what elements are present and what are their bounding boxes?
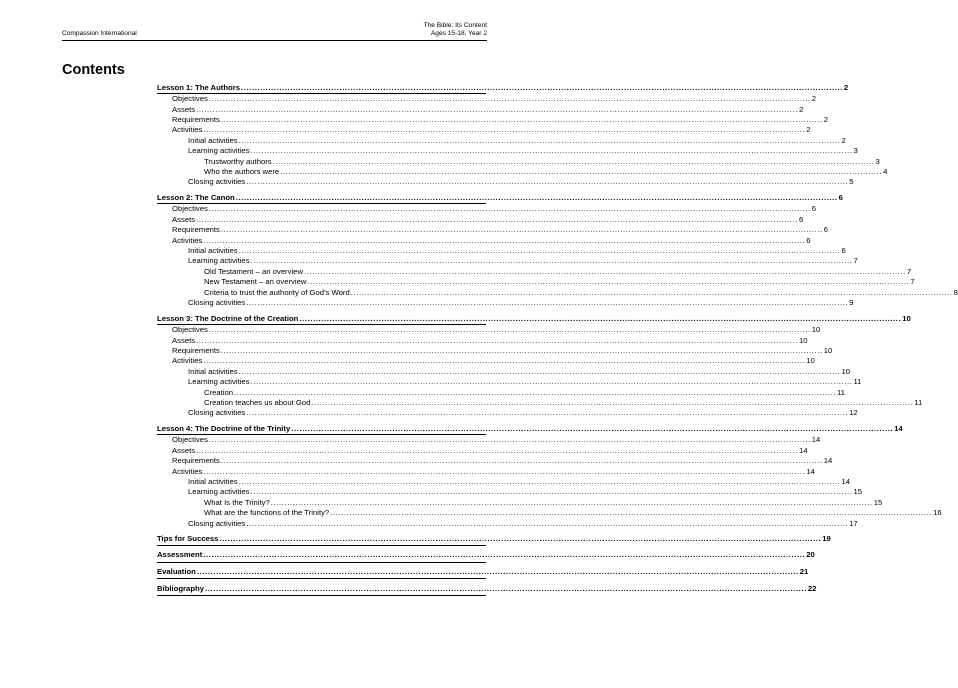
toc-entry-label: Creation teaches us about God [204, 397, 311, 407]
toc-entry[interactable] [157, 508, 942, 518]
toc-entry[interactable] [157, 225, 829, 235]
toc-dot-leader: ............................................................................................................................................................................................................................ [220, 456, 823, 466]
toc-entry-page-number: 11 [914, 397, 923, 407]
toc-dot-leader: ............................................................................................................................................................................................................................ [208, 325, 811, 335]
toc-entry[interactable] [157, 445, 808, 456]
toc-entry-page-number: 3 [853, 146, 858, 156]
header-document-title: The Bible: Its Content [423, 22, 487, 29]
toc-entry-page-number: 17 [849, 518, 858, 528]
toc-entry[interactable] [157, 477, 851, 487]
toc-entry[interactable] [157, 104, 804, 115]
toc-dot-leader: ............................................................................................................................................................................................................................ [208, 94, 811, 104]
toc-dot-leader: ............................................................................................................................................................................................................................ [204, 583, 807, 593]
toc-entry-label: Initial activities [188, 135, 238, 145]
toc-entry-label: Closing activities [188, 177, 246, 187]
toc-entry[interactable] [157, 397, 923, 408]
toc-entry[interactable] [157, 214, 804, 225]
toc-entry-label: What Is the Trinity? [204, 497, 270, 507]
toc-entry-label: Assets [172, 445, 196, 455]
toc-dot-leader: ............................................................................................................................................................................................................................ [238, 366, 841, 376]
page-title: Contents [62, 62, 125, 78]
toc-entry-label: Learning activities [188, 146, 250, 156]
toc-heading-entry[interactable] [157, 550, 815, 562]
toc-entry-label: Objectives [172, 94, 208, 104]
toc-dot-leader: ............................................................................................................................................................................................................................ [203, 550, 806, 560]
toc-dot-leader: ............................................................................................................................................................................................................................ [238, 477, 841, 487]
toc-dot-leader: ............................................................................................................................................................................................................................ [203, 356, 806, 366]
toc-dot-leader: ............................................................................................................................................................................................................................ [299, 313, 902, 323]
toc-entry[interactable] [157, 456, 833, 466]
toc-heading-entry[interactable] [157, 533, 831, 546]
toc-entry-label: Requirements [172, 225, 220, 235]
toc-dot-leader: ............................................................................................................................................................................................................................ [220, 345, 823, 355]
toc-dot-leader: ............................................................................................................................................................................................................................ [250, 146, 853, 156]
toc-entry-label: Activities [172, 356, 203, 366]
toc-entry[interactable] [157, 114, 829, 125]
toc-entry-label: Activities [172, 466, 203, 476]
toc-dot-leader: ............................................................................................................................................................................................................................ [246, 298, 849, 307]
toc-entry[interactable] [157, 466, 815, 477]
toc-entry-label: Objectives [172, 325, 208, 335]
page-header [62, 21, 487, 41]
toc-entry-page-number: 15 [853, 487, 862, 497]
toc-entry-page-number: 20 [806, 550, 815, 560]
toc-entry[interactable] [157, 356, 815, 366]
toc-entry[interactable] [157, 325, 821, 335]
toc-entry-page-number: 14 [823, 456, 833, 466]
toc-entry-label: Initial activities [188, 477, 238, 487]
toc-dot-leader: ............................................................................................................................................................................................................................ [311, 397, 914, 407]
toc-entry-label: Bibliography [157, 583, 204, 593]
toc-entry-label: Assessment [157, 550, 203, 560]
toc-entry-label: Learning activities [188, 256, 250, 266]
toc-entry-page-number: 6 [806, 235, 811, 245]
toc-entry[interactable] [157, 408, 858, 418]
toc-entry-label: Lesson 1: The Authors [157, 83, 241, 92]
toc-entry-label: Old Testament – an overview [204, 266, 303, 276]
header-organization: Compassion International [62, 30, 137, 37]
toc-entry-label: Initial activities [188, 366, 238, 376]
header-document-info [424, 22, 487, 38]
toc-entry[interactable] [157, 235, 811, 246]
toc-entry-page-number: 2 [843, 83, 849, 92]
toc-entry-label: Closing activities [188, 298, 246, 307]
header-audience: Ages 15-18, Year 2 [430, 30, 487, 37]
toc-dot-leader: ............................................................................................................................................................................................................................ [291, 424, 894, 434]
toc-entry[interactable] [157, 177, 854, 187]
toc-heading-entry[interactable] [157, 313, 911, 325]
toc-entry-page-number: 14 [811, 435, 821, 445]
toc-entry-label: Creation [204, 387, 234, 397]
toc-entry-page-number: 16 [933, 508, 942, 518]
toc-entry-label: Learning activities [188, 487, 250, 497]
toc-dot-leader: ............................................................................................................................................................................................................................ [270, 497, 873, 507]
toc-entry[interactable] [157, 377, 862, 387]
toc-heading-entry[interactable] [157, 583, 817, 596]
toc-entry[interactable] [157, 204, 817, 214]
toc-dot-leader: ............................................................................................................................................................................................................................ [234, 387, 836, 397]
toc-dot-leader: ............................................................................................................................................................................................................................ [208, 435, 811, 445]
toc-entry-label: Assets [172, 104, 196, 114]
toc-entry-label: Requirements [172, 114, 220, 124]
toc-entry-page-number: 6 [798, 214, 804, 224]
toc-dot-leader: ............................................................................................................................................................................................................................ [196, 104, 798, 114]
toc-entry-page-number: 4 [883, 166, 888, 176]
toc-dot-leader: ............................................................................................................................................................................................................................ [350, 287, 953, 297]
toc-dot-leader: ............................................................................................................................................................................................................................ [246, 177, 849, 187]
toc-entry-page-number: 14 [798, 445, 808, 455]
toc-dot-leader: ............................................................................................................................................................................................................................ [238, 246, 841, 256]
toc-entry-label: Requirements [172, 345, 220, 355]
toc-heading-entry[interactable] [157, 567, 809, 579]
toc-entry-page-number: 2 [841, 135, 846, 145]
toc-entry-label: Lesson 3: The Doctrine of the Creation [157, 313, 299, 323]
toc-entry-label: Learning activities [188, 377, 250, 387]
toc-entry[interactable] [157, 518, 858, 529]
toc-entry-label: Criteria to trust the authority of God's Word [204, 287, 350, 297]
toc-entry[interactable] [157, 345, 833, 356]
toc-entry-page-number: 6 [811, 204, 817, 214]
toc-entry-page-number: 8 [953, 287, 958, 297]
toc-entry[interactable] [157, 435, 821, 445]
toc-entry-label: Assets [172, 214, 196, 224]
toc-entry-page-number: 2 [823, 114, 829, 124]
toc-entry[interactable] [157, 125, 811, 135]
toc-dot-leader: ............................................................................................................................................................................................................................ [307, 277, 910, 287]
toc-dot-leader: ............................................................................................................................................................................................................................ [250, 256, 853, 266]
toc-entry[interactable] [157, 135, 846, 146]
toc-entry-page-number: 7 [906, 266, 912, 276]
toc-entry-page-number: 3 [875, 156, 880, 166]
toc-entry[interactable] [157, 366, 851, 377]
toc-entry-page-number: 11 [836, 387, 845, 397]
toc-entry-label: Activities [172, 125, 203, 135]
toc-entry-page-number: 7 [853, 256, 858, 266]
toc-entry-page-number: 10 [806, 356, 815, 366]
toc-dot-leader: ............................................................................................................................................................................................................................ [330, 508, 933, 518]
toc-entry-label: Initial activities [188, 246, 238, 256]
toc-entry[interactable] [157, 335, 808, 346]
toc-dot-leader: ............................................................................................................................................................................................................................ [196, 335, 798, 345]
toc-entry-label: Objectives [172, 204, 208, 214]
toc-dot-leader: ............................................................................................................................................................................................................................ [220, 225, 823, 235]
toc-entry-page-number: 15 [873, 497, 883, 507]
toc-entry-page-number: 10 [811, 325, 821, 335]
toc-entry-label: Requirements [172, 456, 220, 466]
toc-dot-leader: ............................................................................................................................................................................................................................ [203, 235, 806, 245]
table-of-contents [157, 83, 958, 596]
toc-entry-label: What are the functions of the Trinity? [204, 508, 330, 518]
toc-dot-leader: ............................................................................................................................................................................................................................ [203, 466, 806, 476]
toc-dot-leader: ............................................................................................................................................................................................................................ [280, 166, 883, 176]
toc-entry-label: Who the authors were [204, 166, 280, 176]
toc-entry-page-number: 21 [799, 567, 809, 577]
toc-entry-label: Objectives [172, 435, 208, 445]
toc-dot-leader: ............................................................................................................................................................................................................................ [304, 266, 906, 276]
toc-entry-page-number: 9 [849, 298, 854, 307]
toc-entry-page-number: 2 [806, 125, 811, 135]
toc-entry-label: New Testament – an overview [204, 277, 307, 287]
toc-entry[interactable] [157, 387, 845, 398]
toc-entry-label: Assets [172, 335, 196, 345]
toc-entry[interactable] [157, 146, 858, 156]
toc-dot-leader: ............................................................................................................................................................................................................................ [220, 114, 823, 124]
toc-entry-page-number: 6 [823, 225, 829, 235]
toc-dot-leader: ............................................................................................................................................................................................................................ [250, 377, 853, 387]
toc-entry-page-number: 10 [902, 313, 911, 323]
toc-entry-label: Tips for Success [157, 533, 219, 543]
toc-dot-leader: ............................................................................................................................................................................................................................ [250, 487, 853, 497]
toc-entry-page-number: 10 [841, 366, 851, 376]
toc-dot-leader: ............................................................................................................................................................................................................................ [196, 445, 798, 455]
toc-entry-label: Lesson 4: The Doctrine of the Trinity [157, 424, 291, 434]
toc-dot-leader: ............................................................................................................................................................................................................................ [203, 125, 806, 135]
toc-entry-page-number: 2 [811, 94, 817, 104]
toc-entry[interactable] [157, 487, 862, 497]
toc-entry-page-number: 7 [910, 277, 915, 287]
toc-entry-page-number: 14 [806, 466, 815, 476]
toc-dot-leader: ............................................................................................................................................................................................................................ [246, 408, 849, 418]
toc-entry[interactable] [157, 246, 846, 256]
toc-entry-page-number: 12 [849, 408, 858, 418]
toc-entry[interactable] [157, 166, 888, 177]
toc-entry-page-number: 2 [798, 104, 804, 114]
toc-entry-page-number: 5 [849, 177, 854, 187]
toc-entry-label: Evaluation [157, 567, 196, 577]
toc-entry-label: Closing activities [188, 408, 246, 418]
toc-entry[interactable] [157, 287, 958, 298]
toc-entry[interactable] [157, 256, 858, 266]
toc-dot-leader: ............................................................................................................................................................................................................................ [241, 83, 843, 92]
toc-entry[interactable] [157, 94, 817, 104]
toc-dot-leader: ............................................................................................................................................................................................................................ [246, 518, 849, 528]
toc-entry[interactable] [157, 266, 912, 277]
toc-entry-page-number: 10 [823, 345, 833, 355]
toc-entry-label: Closing activities [188, 518, 246, 528]
toc-entry-page-number: 19 [822, 533, 831, 543]
toc-entry-label: Trustworthy authors [204, 156, 272, 166]
toc-entry[interactable] [157, 298, 854, 308]
toc-dot-leader: ............................................................................................................................................................................................................................ [219, 533, 822, 543]
toc-dot-leader: ............................................................................................................................................................................................................................ [272, 156, 875, 166]
toc-dot-leader: ............................................................................................................................................................................................................................ [196, 567, 799, 577]
toc-entry[interactable] [157, 156, 880, 167]
toc-entry-page-number: 11 [853, 377, 862, 387]
toc-dot-leader: ............................................................................................................................................................................................................................ [238, 135, 841, 145]
toc-dot-leader: ............................................................................................................................................................................................................................ [196, 214, 798, 224]
toc-entry-page-number: 10 [798, 335, 808, 345]
toc-entry-page-number: 6 [841, 246, 846, 256]
toc-entry[interactable] [157, 277, 915, 287]
toc-entry-page-number: 22 [807, 583, 817, 593]
toc-entry-label: Activities [172, 235, 203, 245]
toc-entry-label: Lesson 2: The Canon [157, 193, 235, 203]
toc-dot-leader: ............................................................................................................................................................................................................................ [208, 204, 811, 214]
toc-dot-leader: ............................................................................................................................................................................................................................ [235, 193, 838, 203]
toc-heading-entry[interactable] [157, 424, 903, 435]
toc-entry-page-number: 14 [841, 477, 851, 487]
toc-entry[interactable] [157, 497, 883, 508]
toc-heading-entry[interactable] [157, 83, 849, 94]
toc-entry-page-number: 14 [894, 424, 903, 434]
toc-entry-page-number: 6 [838, 193, 843, 203]
toc-heading-entry[interactable] [157, 193, 843, 204]
